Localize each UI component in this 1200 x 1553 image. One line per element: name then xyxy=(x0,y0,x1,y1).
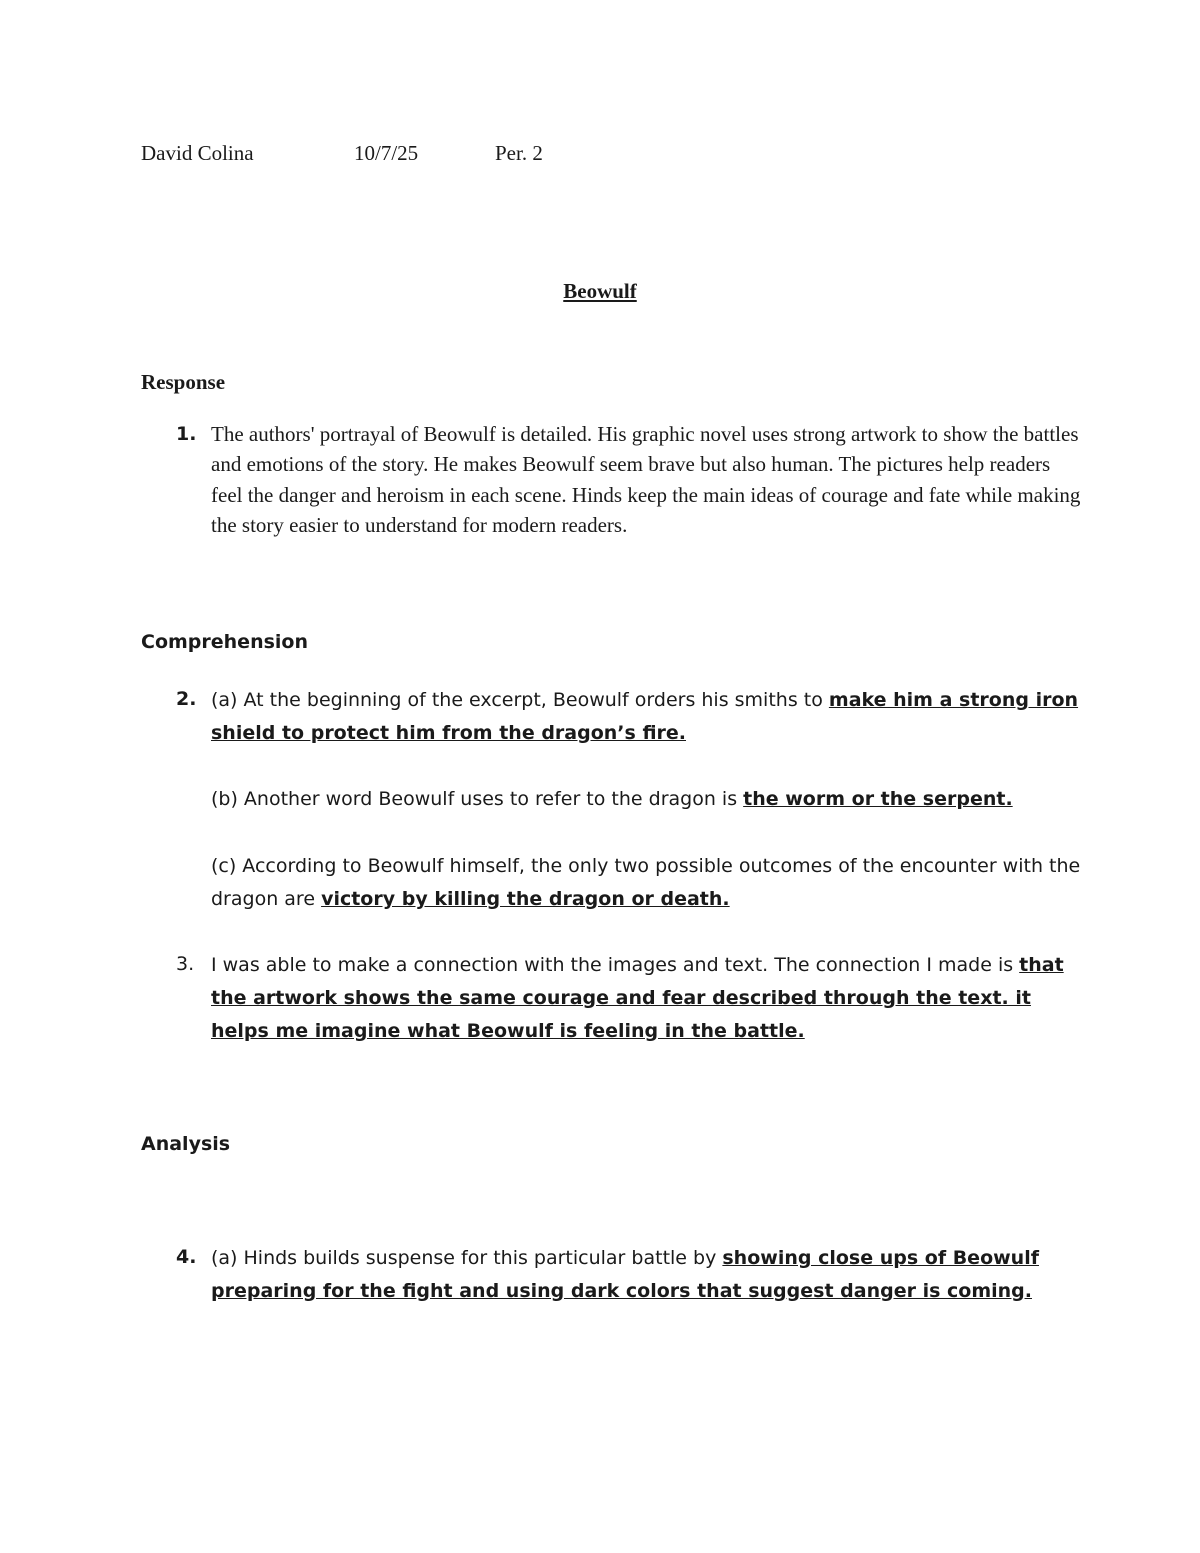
section-heading-analysis: Analysis xyxy=(141,1133,231,1155)
question-2a xyxy=(211,684,1081,750)
question-3-prompt: I was able to make a connection with the images and text. The connection I made is xyxy=(211,954,1020,976)
question-4a-prompt: (a) Hinds builds suspense for this particular battle by xyxy=(211,1247,723,1269)
section-heading-comprehension: Comprehension xyxy=(141,631,308,653)
section-heading-response: Response xyxy=(141,370,226,394)
question-2c-prompt: (c) According to Beowulf himself, the only two possible outcomes of the encounter with the dragon are xyxy=(211,855,1081,910)
response-paragraph: The authors' portrayal of Beowulf is detailed. His graphic novel uses strong artwork to show the battles and emotions of the story. He makes Beowulf seem brave but also human. The pictures help readers feel the danger and heroism in each scene. Hinds keep the main ideas of courage and fate while making the story easier to understand for modern readers. xyxy=(211,422,1081,538)
question-2b-prompt: (b) Another word Beowulf uses to refer to the dragon is xyxy=(211,788,744,810)
document-title: Beowulf xyxy=(563,279,637,303)
question-2b xyxy=(211,783,1081,816)
question-number-2: 2. xyxy=(176,688,197,710)
question-2a-answer: make him a strong iron shield to protect him from the dragon’s fire. xyxy=(211,689,1079,744)
question-4a xyxy=(211,1242,1081,1308)
question-2c xyxy=(211,850,1081,916)
question-2c-answer: victory by killing the dragon or death. xyxy=(321,888,730,910)
question-4a-answer: showing close ups of Beowulf preparing for the fight and using dark colors that suggest danger is coming. xyxy=(211,1247,1039,1302)
period: Per. 2 xyxy=(495,141,543,165)
question-3-answer: that the artwork shows the same courage and fear described through the text. it helps me imagine what Beowulf is feeling in the battle. xyxy=(211,954,1064,1042)
student-name: David Colina xyxy=(141,141,254,165)
question-number-3: 3. xyxy=(176,953,195,975)
question-2b-answer: the worm or the serpent. xyxy=(743,788,1013,810)
question-number-1: 1. xyxy=(176,423,197,445)
question-number-4: 4. xyxy=(176,1246,197,1268)
question-2a-prompt: (a) At the beginning of the excerpt, Beowulf orders his smiths to xyxy=(211,689,829,711)
date: 10/7/25 xyxy=(354,141,419,165)
question-3 xyxy=(211,949,1081,1048)
